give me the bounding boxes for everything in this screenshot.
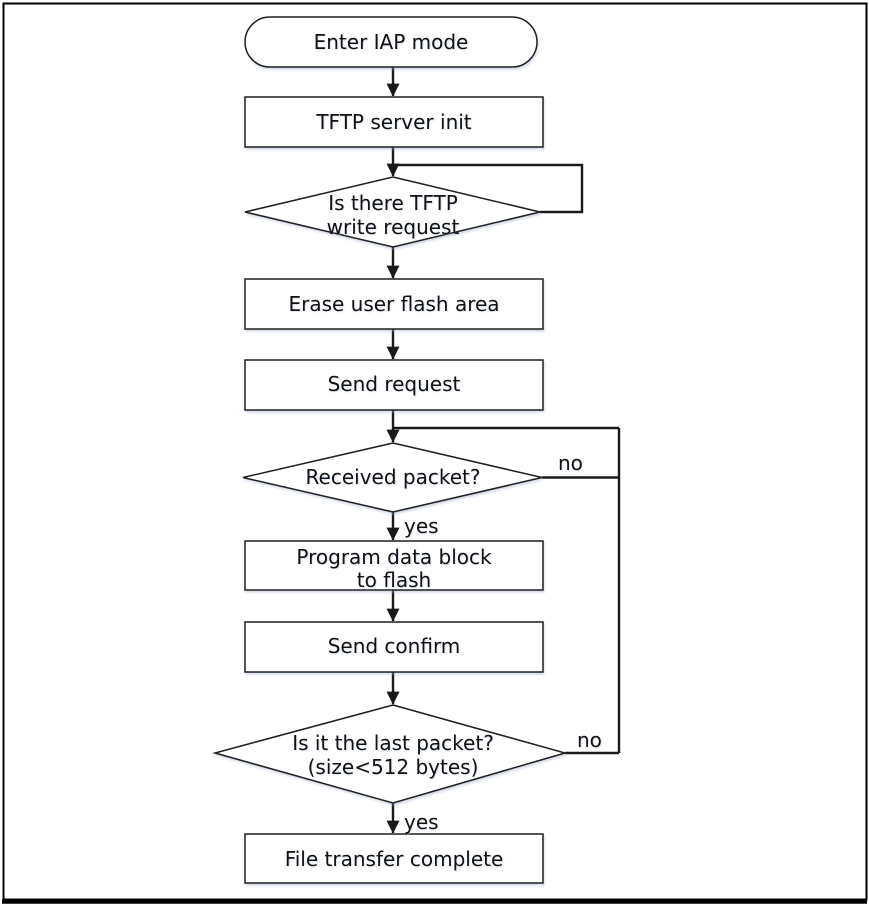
process-tftp-server-init-label: TFTP server init xyxy=(316,110,472,134)
label-no-received-packet: no xyxy=(558,451,583,475)
decision-last-packet-line2: (size<512 bytes) xyxy=(307,755,479,779)
process-file-transfer-complete-label: File transfer complete xyxy=(284,847,504,871)
process-send-request-label: Send request xyxy=(327,372,461,396)
decision-tftp-write-request-line2: write request xyxy=(326,215,460,239)
process-program-flash-line2: to flash xyxy=(356,568,432,592)
process-program-flash-line1: Program data block xyxy=(296,545,492,569)
decision-received-packet-label: Received packet? xyxy=(305,465,481,489)
decision-tftp-write-request-line1: Is there TFTP xyxy=(328,191,458,215)
process-erase-flash-label: Erase user flash area xyxy=(288,292,500,316)
decision-last-packet-line1: Is it the last packet? xyxy=(292,731,494,755)
process-send-confirm-label: Send confirm xyxy=(327,634,461,658)
label-yes-last-packet: yes xyxy=(404,810,439,834)
label-no-last-packet: no xyxy=(577,728,602,752)
start-node-label: Enter IAP mode xyxy=(313,30,469,54)
label-yes-received-packet: yes xyxy=(404,514,439,538)
